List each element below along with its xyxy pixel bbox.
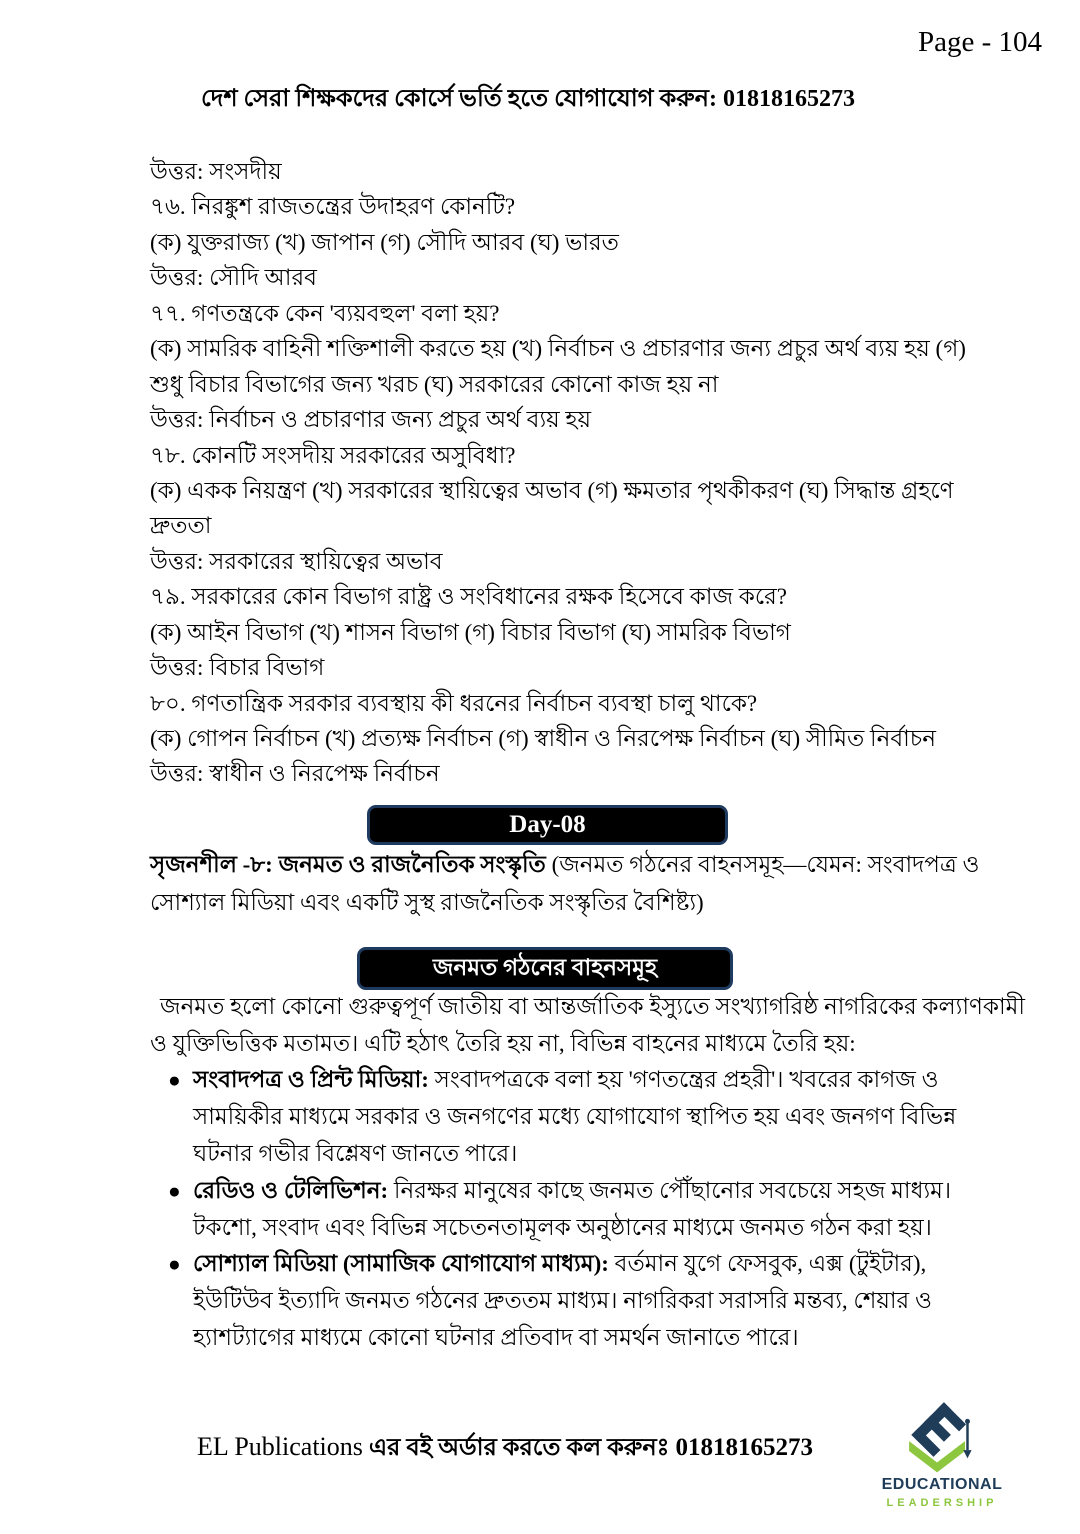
answer-line: উত্তর: নির্বাচন ও প্রচারণার জন্য প্রচুর অর্থ ব্যয় হয়: [150, 407, 592, 433]
question-line: ৮০. গণতান্ত্রিক সরকার ব্যবস্থায় কী ধরনের নির্বাচন ব্যবস্থা চালু থাকে?: [150, 690, 758, 716]
footer-order-text: এর বই অর্ডার করতে কল করুনঃ: [362, 1435, 676, 1461]
answer-line: উত্তর: বিচার বিভাগ: [150, 655, 325, 681]
bullet-line: [150, 1246, 950, 1283]
bullet-line: ঘটনার গভীর বিশ্লেষণ জানতে পারে।: [193, 1140, 518, 1166]
bullet-lead: সংবাদপত্র ও প্রিন্ট মিডিয়া:: [193, 1067, 429, 1092]
bullet-line: [150, 1062, 950, 1099]
logo-text-educational: EDUCATIONAL: [881, 1476, 1003, 1493]
answer-line: উত্তর: সৌদি আরব: [150, 265, 317, 291]
creative-heading-rest: (জনমত গঠনের বাহনসমূহ—যেমন: সংবাদপত্র ও: [545, 852, 980, 877]
bullet-text: নিরক্ষর মানুষের কাছে জনমত পৌঁছানোর সবচেয়ে সহজ মাধ্যম।: [388, 1177, 952, 1203]
mcq-question: [150, 296, 966, 438]
mcq-question: [150, 438, 954, 580]
bullet-icon: ●: [168, 1178, 181, 1203]
creative-heading-line2: সোশ্যাল মিডিয়া এবং একটি সুস্থ রাজনৈতিক সংস্কৃতির বৈশিষ্ট্য): [150, 889, 704, 915]
answer-line: উত্তর: সংসদীয়: [150, 159, 282, 184]
bullet-list: [150, 1062, 957, 1357]
topic-heading-label: জনমত গঠনের বাহনসমূহ: [432, 955, 658, 980]
intro-line: জনমত হলো কোনো গুরুত্বপূর্ণ জাতীয় বা আন্তর্জাতিক ইস্যুতে সংখ্যাগরিষ্ঠ নাগরিকের কল্যাণকামী: [160, 994, 1026, 1019]
footer-contact-line: [0, 1429, 1010, 1469]
options-line: (ক) সামরিক বাহিনী শক্তিশালী করতে হয় (খ) নির্বাচন ও প্রচারণার জন্য প্রচুর অর্থ ব্যয় হয় (গ): [150, 336, 966, 362]
mcq-question: [150, 686, 950, 792]
list-item: [150, 1173, 950, 1247]
question-line: ৭৭. গণতন্ত্রকে কেন 'ব্যয়বহুল' বলা হয়?: [150, 300, 500, 326]
question-line: ৭৬. নিরঙ্কুশ রাজতন্ত্রের উদাহরণ কোনটি?: [150, 194, 516, 220]
day-heading-label: Day-08: [509, 811, 586, 838]
mcq-question: [150, 189, 950, 295]
logo-text-leadership: LEADERSHIP: [886, 1497, 998, 1509]
bullet-line: সাময়িকীর মাধ্যমে সরকার ও জনগণের মধ্যে যোগাযোগ স্থাপিত হয় এবং জনগণ বিভিন্ন: [193, 1103, 957, 1129]
question-line: ৭৮. কোনটি সংসদীয় সরকারের অসুবিধা?: [150, 442, 516, 468]
bullet-lead: রেডিও ও টেলিভিশন:: [193, 1177, 389, 1203]
creative-heading-line1: [150, 846, 980, 884]
list-item: [150, 1246, 950, 1357]
footer-phone-number: 01818165273: [675, 1434, 813, 1461]
bullet-line: টকশো, সংবাদ এবং বিভিন্ন সচেতনতামূলক অনুষ্ঠানের মাধ্যমে জনমত গঠন করা হয়।: [193, 1214, 932, 1240]
publisher-logo: [876, 1400, 1008, 1509]
list-item: [150, 1062, 957, 1173]
bullet-text: বর্তমান যুগে ফেসবুক, এক্স (টুইটার),: [608, 1251, 927, 1277]
publisher-name: EL Publications: [197, 1432, 363, 1461]
creative-heading-bold: সৃজনশীল -৮: জনমত ও রাজনৈতিক সংস্কৃতি: [150, 852, 546, 877]
bullet-icon: ●: [168, 1252, 181, 1277]
bullet-text: সংবাদপত্রকে বলা হয় 'গণতন্ত্রের প্রহরী'। খবরের কাগজ ও: [428, 1067, 939, 1092]
bullet-lead: সোশ্যাল মিডিয়া (সামাজিক যোগাযোগ মাধ্যম):: [193, 1251, 609, 1277]
options-line: শুধু বিচার বিভাগের জন্য খরচ (ঘ) সরকারের কোনো কাজ হয় না: [150, 371, 719, 397]
graduation-cap-logo-icon: [894, 1400, 990, 1474]
page-number: Page - 104: [917, 26, 1042, 58]
question-line: ৭৯. সরকারের কোন বিভাগ রাষ্ট্র ও সংবিধানের রক্ষক হিসেবে কাজ করে?: [150, 584, 787, 610]
mcq-block: [150, 154, 966, 792]
options-line: (ক) আইন বিভাগ (খ) শাসন বিভাগ (গ) বিচার বিভাগ (ঘ) সামরিক বিভাগ: [150, 619, 791, 645]
options-line: (ক) গোপন নির্বাচন (খ) প্রত্যক্ষ নির্বাচন (গ) স্বাধীন ও নিরপেক্ষ নির্বাচন (ঘ) সীমিত নির্বাচন: [150, 726, 936, 751]
day-heading-box: [367, 805, 728, 845]
bullet-line: [150, 1173, 950, 1210]
intro-paragraph: [150, 988, 1026, 1062]
intro-line: ও যুক্তিভিত্তিক মতামত। এটি হঠাৎ তৈরি হয় না, বিভিন্ন বাহনের মাধ্যমে তৈরি হয়:: [150, 1031, 856, 1056]
creative-heading: [150, 846, 980, 921]
options-line: (ক) যুক্তরাজ্য (খ) জাপান (গ) সৌদি আরব (ঘ) ভারত: [150, 229, 619, 255]
bullet-line: ইউটিউব ইত্যাদি জনমত গঠনের দ্রুততম মাধ্যম। নাগরিকরা সরাসরি মন্তব্য, শেয়ার ও: [193, 1288, 932, 1314]
bullet-icon: ●: [168, 1068, 181, 1092]
bullet-line: হ্যাশট্যাগের মাধ্যমে কোনো ঘটনার প্রতিবাদ বা সমর্থন জানাতে পারে।: [193, 1325, 799, 1351]
top-contact-banner: দেশ সেরা শিক্ষকদের কোর্সে ভর্তি হতে যোগাযোগ করুন: 01818165273: [201, 86, 855, 112]
options-line: (ক) একক নিয়ন্ত্রণ (খ) সরকারের স্থায়িত্বের অভাব (গ) ক্ষমতার পৃথকীকরণ (ঘ) সিদ্ধান্ত গ্রহণে: [150, 477, 954, 503]
options-line: দ্রুততা: [150, 513, 212, 539]
topic-heading-box: [357, 947, 733, 990]
answer-line: উত্তর: সরকারের স্থায়িত্বের অভাব: [150, 548, 443, 574]
answer-line: উত্তর: স্বাধীন ও নিরপেক্ষ নির্বাচন: [150, 761, 440, 787]
mcq-question: [150, 579, 950, 685]
